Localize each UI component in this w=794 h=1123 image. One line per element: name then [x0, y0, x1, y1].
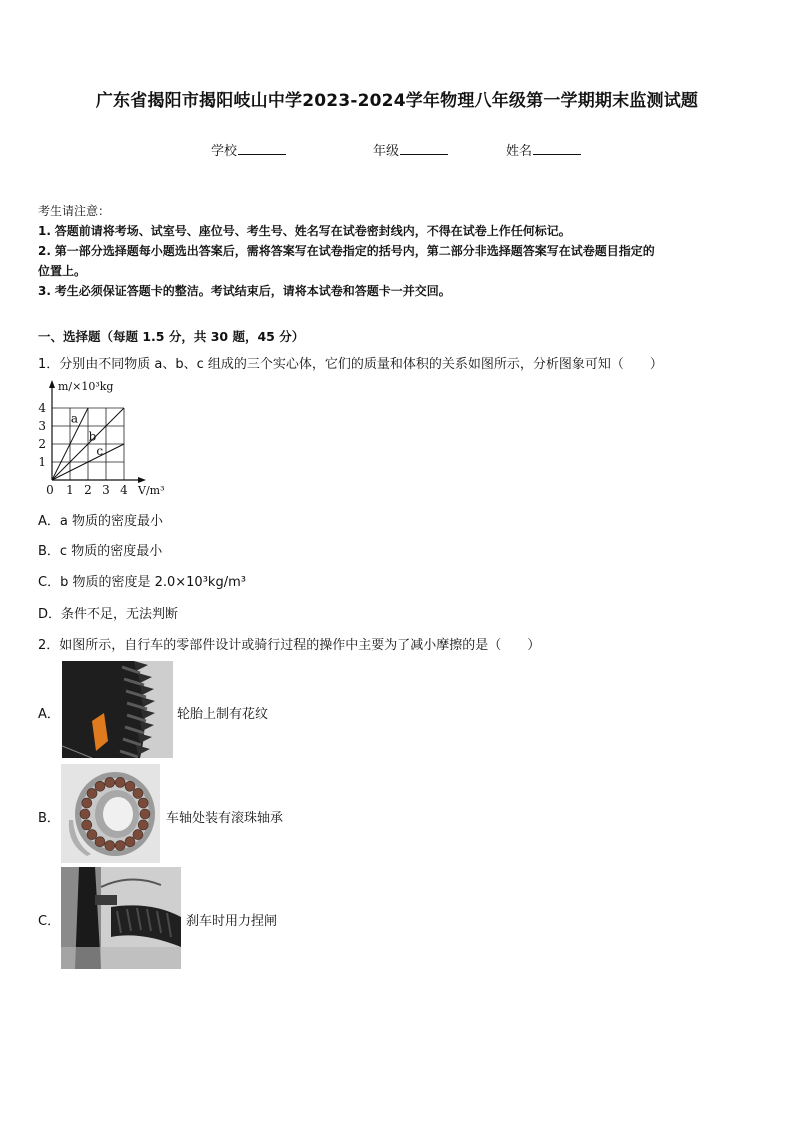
bearing-ball [87, 830, 97, 840]
question-2-stem: 2．如图所示，自行车的零部件设计或骑行过程的操作中主要为了减小摩擦的是（ ） [38, 638, 541, 653]
grade-field[interactable] [373, 140, 448, 159]
bearing-ball [125, 837, 135, 847]
bearing-ball [138, 820, 148, 830]
series-label-a: a [70, 411, 79, 426]
y-tick-label: 2 [38, 437, 46, 451]
bearing-ball [82, 798, 92, 808]
notice-item: 2. 第一部分选择题每小题选出答案后，需将答案写在试卷指定的括号内，第二部分非选择题答案写在试卷题目指定的 [38, 244, 655, 258]
x-tick-label: 2 [84, 483, 92, 497]
bearing-ball [95, 781, 105, 791]
bearing-ball [115, 777, 125, 787]
question-1-option-c[interactable]: C．b 物质的密度是 2.0×10³kg/m³ [38, 575, 246, 590]
school-field[interactable] [211, 140, 286, 159]
x-axis-label: V/m³ [138, 484, 165, 497]
x-tick-label: 3 [102, 483, 110, 497]
y-tick-label: 4 [38, 401, 46, 415]
grade-label: 年级 [373, 144, 400, 159]
bearing-ball [140, 809, 150, 819]
name-field[interactable] [506, 140, 581, 159]
bearing-ball [133, 830, 143, 840]
bearing-ball [82, 820, 92, 830]
notice-item-cont: 位置上。 [38, 264, 87, 278]
notice-item: 1. 答题前请将考场、试室号、座位号、考生号、姓名写在试卷密封线内，不得在试卷上作任何标记。 [38, 224, 571, 238]
bearing-ball [80, 809, 90, 819]
tire-tread-photo [62, 661, 173, 758]
question-1-option-b[interactable]: B．c 物质的密度最小 [38, 544, 163, 559]
x-tick-label: 4 [120, 483, 128, 497]
y-axis-label: m/×10³kg [58, 380, 114, 393]
x-tick-label: 1 [66, 483, 74, 497]
y-tick-label: 1 [38, 455, 46, 469]
x-tick-label: 0 [46, 483, 54, 497]
question-1-option-a[interactable]: A．a 物质的密度最小 [38, 514, 163, 529]
school-blank[interactable] [238, 142, 286, 155]
series-label-b: b [88, 429, 97, 444]
name-blank[interactable] [533, 142, 581, 155]
question-1-stem: 1．分别由不同物质 a、b、c 组成的三个实心体，它们的质量和体积的关系如图所示，分析图象可知（ ） [38, 357, 663, 372]
school-label: 学校 [211, 144, 238, 159]
notice-item: 3. 考生必须保证答题卡的整洁。考试结束后，请将本试卷和答题卡一并交回。 [38, 284, 451, 298]
question-2-option-b-label[interactable]: B． [38, 811, 60, 826]
bearing-ball [105, 841, 115, 851]
grade-blank[interactable] [400, 142, 448, 155]
question-2-option-c-text[interactable]: 刹车时用力捏闸 [186, 914, 278, 929]
question-2-option-c-label[interactable]: C． [38, 914, 61, 929]
section-heading: 一、选择题（每题 1.5 分，共 30 题，45 分） [38, 329, 305, 344]
bearing-ball [138, 798, 148, 808]
y-axis-arrow [49, 380, 55, 388]
x-axis-arrow [138, 477, 146, 483]
y-tick-label: 3 [38, 419, 46, 433]
notice-block [38, 201, 762, 301]
bearing-ball [115, 841, 125, 851]
bearing-ball [133, 788, 143, 798]
notice-heading: 考生请注意： [38, 204, 111, 218]
bearing-ball [125, 781, 135, 791]
mass-volume-chart [36, 378, 176, 500]
question-1-option-d[interactable]: D．条件不足，无法判断 [38, 607, 179, 622]
ball-bearing-photo [61, 764, 160, 863]
brake-photo [61, 867, 181, 969]
bearing-ball [95, 837, 105, 847]
question-2-option-a-text[interactable]: 轮胎上制有花纹 [177, 707, 269, 722]
series-label-c: c [96, 443, 104, 458]
question-2-option-b-text[interactable]: 车轴处装有滚珠轴承 [166, 811, 284, 826]
name-label: 姓名 [506, 144, 533, 159]
question-2-option-a-label[interactable]: A． [38, 707, 60, 722]
bearing-ball [87, 788, 97, 798]
bearing-ball [105, 777, 115, 787]
page-title: 广东省揭阳市揭阳岐山中学2023-2024学年物理八年级第一学期期末监测试题 [95, 91, 699, 111]
